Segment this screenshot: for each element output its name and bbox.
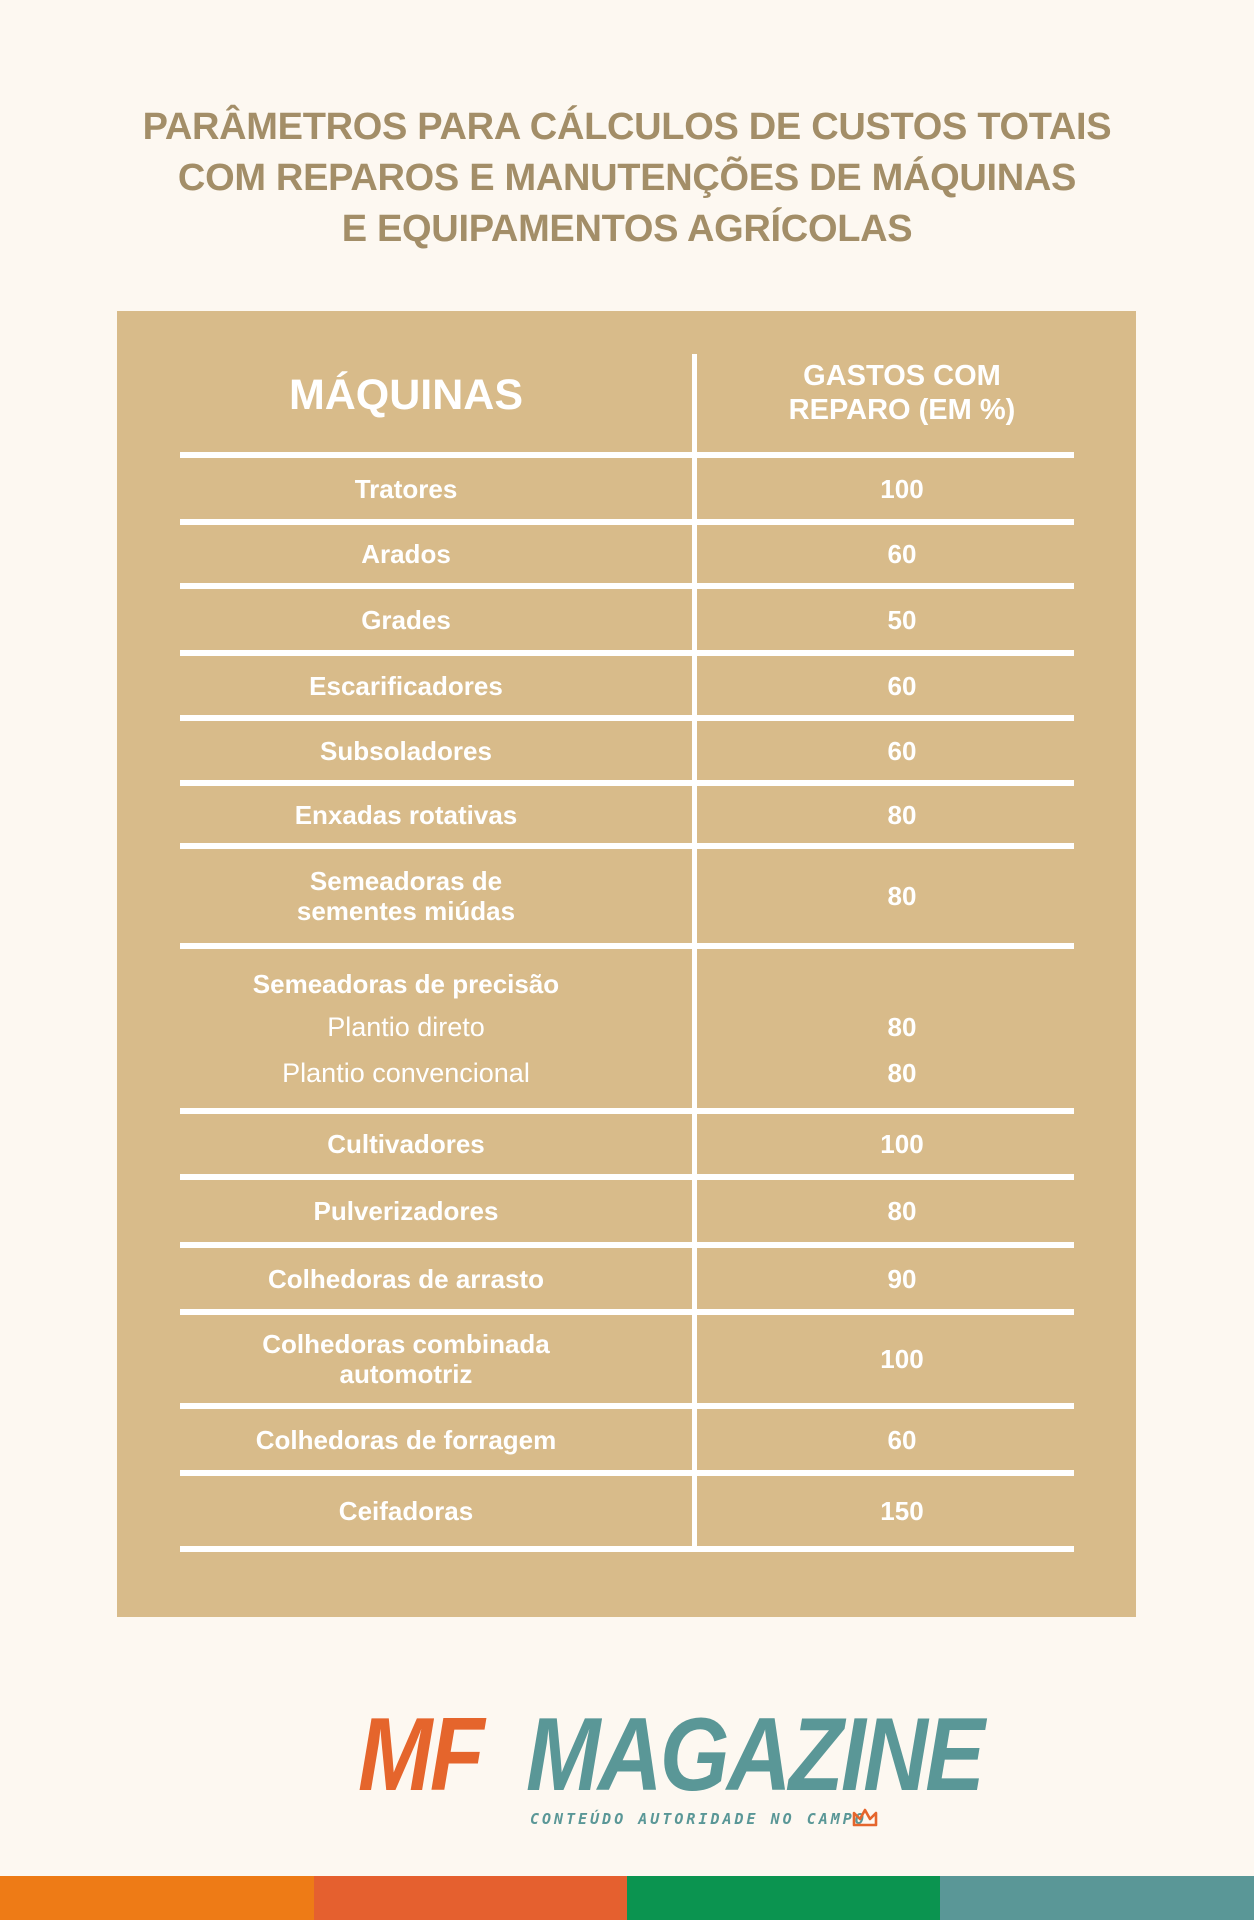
row-value-pulverizadores: 80	[887, 1196, 917, 1226]
row-machine-escarificadores: Escarificadores	[309, 670, 503, 701]
row-machine-colhedoras-de-forragem: Colhedoras de forragem	[255, 1424, 557, 1455]
logo-magazine: MAGAZINE	[526, 1697, 983, 1813]
row-machine-enxadas-rotativas: Enxadas rotativas	[294, 799, 518, 830]
row-machine-colhedoras-de-arrasto: Colhedoras de arrasto	[268, 1263, 544, 1294]
row-value-ceifadoras: 150	[880, 1496, 924, 1526]
row-machine-line-1: Colhedoras combinada	[262, 1329, 550, 1359]
page-title	[0, 102, 1254, 255]
header-machines: MÁQUINAS	[288, 371, 524, 419]
row-machine-subsoladores: Subsoladores	[320, 735, 492, 766]
logo-tagline: CONTEÚDO AUTORIDADE NO CAMPO	[530, 1810, 867, 1828]
logo-mf: MF	[358, 1697, 482, 1813]
crown-icon	[852, 1807, 878, 1829]
row-machine-line-2: sementes miúdas	[296, 896, 516, 926]
row-value-plantio-convencional: 80	[887, 1058, 917, 1088]
row-machine-grades: Grades	[361, 604, 451, 635]
row-separator	[180, 943, 1074, 949]
row-machine-plantio-convencional: Plantio convencional	[282, 1058, 530, 1088]
stripe-red-orange	[314, 1876, 628, 1920]
title-line-2: COM REPAROS E MANUTENÇÕES DE MÁQUINAS	[177, 157, 1077, 199]
stripe-orange	[0, 1876, 314, 1920]
stripe-teal	[940, 1876, 1254, 1920]
header-repair-costs-line-1: GASTOS COM	[803, 360, 1001, 392]
row-separator	[180, 1546, 1074, 1552]
header-repair-costs	[697, 352, 1107, 434]
title-line-3: E EQUIPAMENTOS AGRÍCOLAS	[341, 208, 913, 250]
row-machine-colhedoras-combinada	[180, 1315, 632, 1403]
row-value-subsoladores: 60	[887, 735, 917, 766]
mf-magazine-logo	[354, 1697, 983, 1828]
row-machine-cultivadores: Cultivadores	[327, 1129, 485, 1159]
row-machine-pulverizadores: Pulverizadores	[313, 1196, 499, 1226]
row-machine-semeadoras-sementes-miudas	[180, 849, 632, 943]
row-value-enxadas-rotativas: 80	[887, 799, 917, 830]
row-value-cultivadores: 100	[880, 1129, 924, 1159]
row-machine-ceifadoras: Ceifadoras	[338, 1496, 474, 1526]
header-repair-costs-line-2: REPARO (EM %)	[788, 394, 1016, 426]
row-value-colhedoras-combinada: 100	[880, 1344, 924, 1374]
row-machine-tratores: Tratores	[354, 473, 458, 504]
row-value-grades: 50	[887, 604, 917, 635]
row-value-tratores: 100	[880, 473, 924, 504]
row-machine-line-1: Semeadoras de	[309, 866, 503, 896]
title-line-1: PARÂMETROS PARA CÁLCULOS DE CUSTOS TOTAIS	[142, 106, 1112, 148]
row-value-escarificadores: 60	[887, 670, 917, 701]
row-value-colhedoras-de-forragem: 60	[887, 1424, 917, 1455]
row-machine-plantio-direto: Plantio direto	[327, 1012, 485, 1042]
row-machine-arados: Arados	[361, 539, 451, 569]
row-value-colhedoras-de-arrasto: 90	[887, 1263, 917, 1294]
row-value-plantio-direto: 80	[887, 1012, 917, 1042]
row-machine-line-2: automotriz	[339, 1359, 473, 1389]
stripe-green	[627, 1876, 941, 1920]
row-value-arados: 60	[887, 539, 917, 569]
row-value-semeadoras-sementes-miudas: 80	[887, 881, 917, 911]
row-group-semeadoras-precisao: Semeadoras de precisão	[252, 969, 560, 999]
